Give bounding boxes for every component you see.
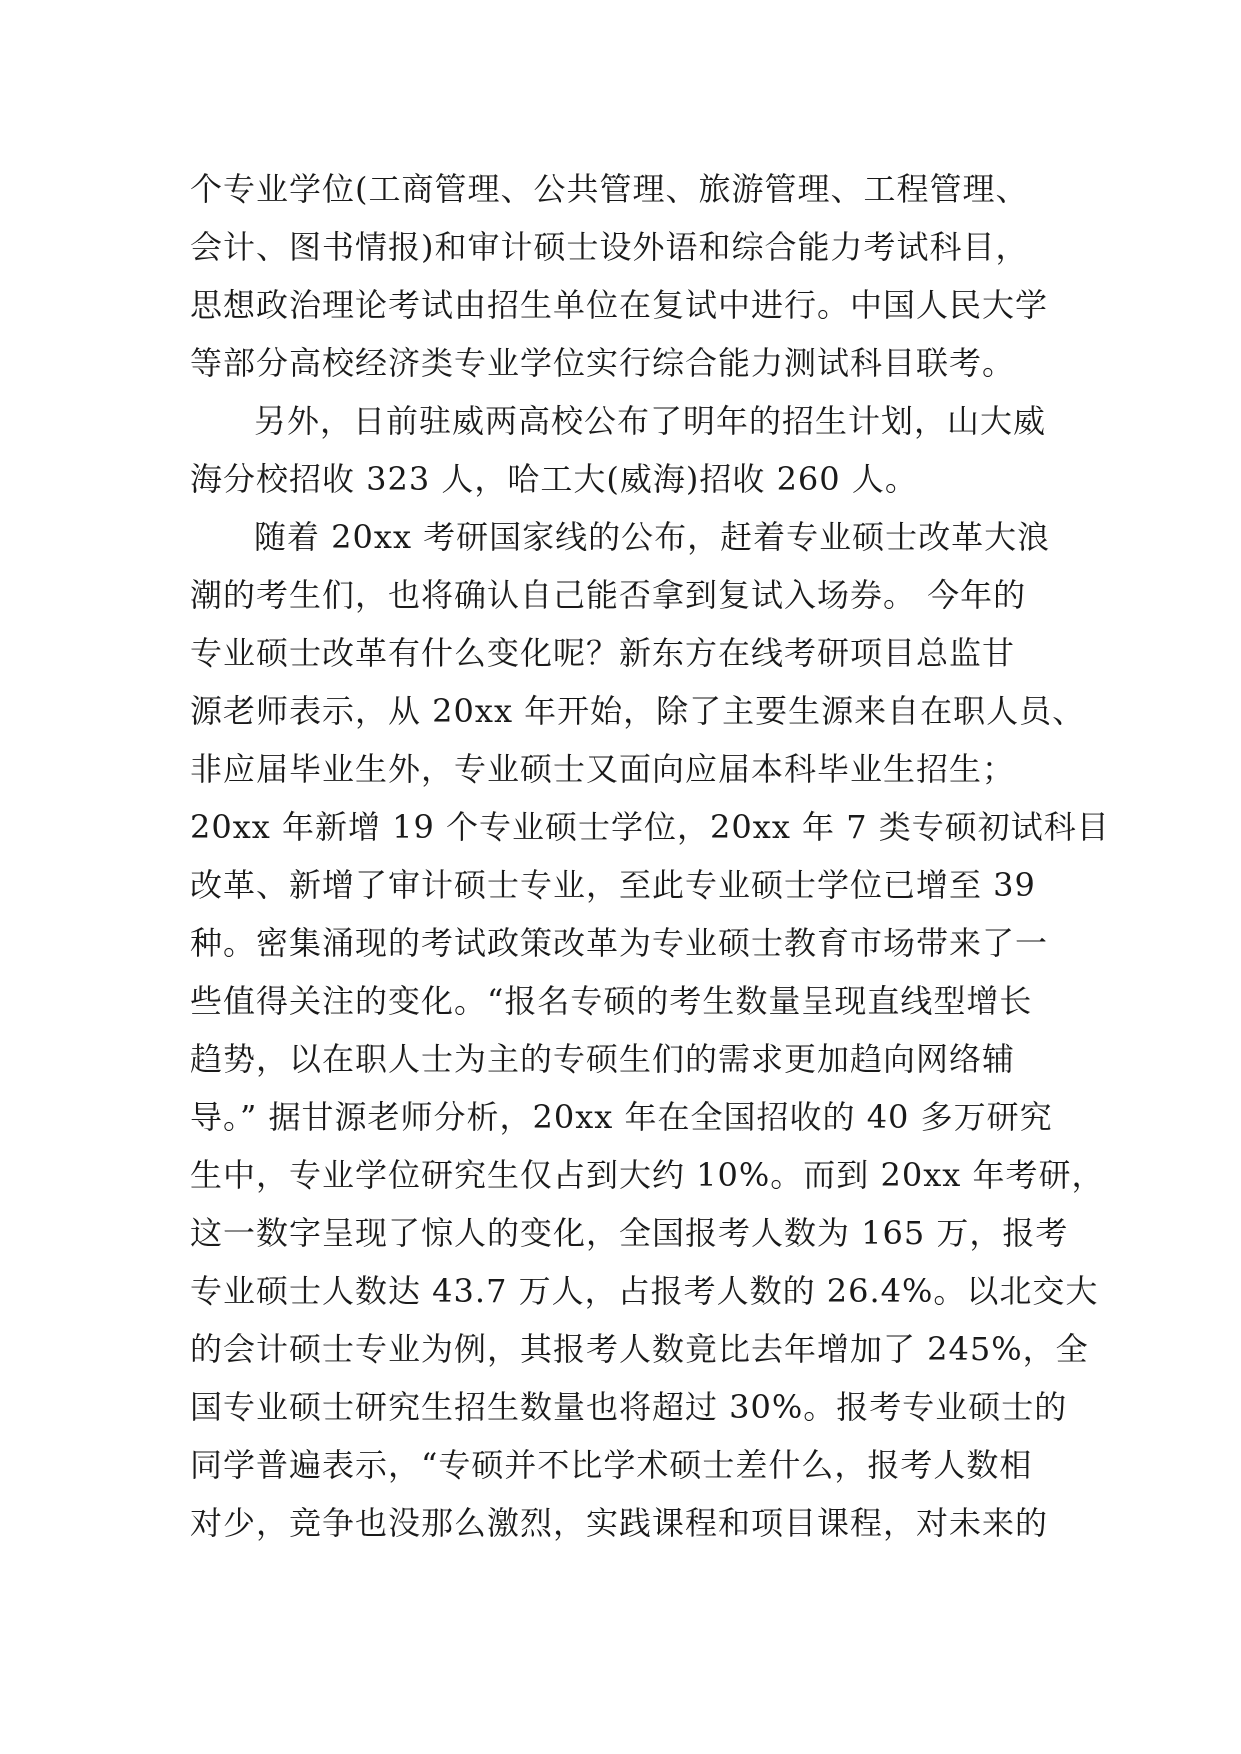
text-line: 海分校招收 323 人，哈工大(威海)招收 260 人。: [190, 460, 918, 498]
text-line: 潮的考生们，也将确认自己能否拿到复试入场券。 今年的: [190, 576, 1027, 614]
text-line: 导。” 据甘源老师分析，20xx 年在全国招收的 40 多万研究: [190, 1098, 1053, 1136]
text-line: 会计、图书情报)和审计硕士设外语和综合能力考试科目，: [190, 228, 1029, 266]
body-text: [190, 160, 1110, 1552]
text-line: 思想政治理论考试由招生单位在复试中进行。中国人民大学: [190, 286, 1049, 324]
text-line: 这一数字呈现了惊人的变化，全国报考人数为 165 万，报考: [190, 1214, 1069, 1252]
text-line: 对少，竞争也没那么激烈，实践课程和项目课程，对未来的: [190, 1504, 1049, 1542]
text-line: 生中，专业学位研究生仅占到大约 10%。而到 20xx 年考研，: [190, 1156, 1105, 1194]
text-line: 同学普遍表示，“专硕并不比学术硕士差什么，报考人数相: [190, 1446, 1033, 1484]
text-line: 的会计硕士专业为例，其报考人数竟比去年增加了 245%，全: [190, 1330, 1089, 1368]
text-line: 改革、新增了审计硕士专业，至此专业硕士学位已增至 39: [190, 866, 1036, 904]
text-line: 个专业学位(工商管理、公共管理、旅游管理、工程管理、: [190, 170, 1029, 208]
text-line: 趋势，以在职人士为主的专硕生们的需求更加趋向网络辅: [190, 1040, 1016, 1078]
paragraph-start-line: 随着 20xx 考研国家线的公布，赶着专业硕士改革大浪: [254, 518, 1051, 556]
paragraph-start-line: 另外，日前驻威两高校公布了明年的招生计划，山大威: [254, 402, 1047, 440]
text-line: 些值得关注的变化。“报名专硕的考生数量呈现直线型增长: [190, 982, 1033, 1020]
text-line: 国专业硕士研究生招生数量也将超过 30%。报考专业硕士的: [190, 1388, 1068, 1426]
text-line: 非应届毕业生外，专业硕士又面向应届本科毕业生招生；: [190, 750, 1016, 788]
text-line: 源老师表示，从 20xx 年开始，除了主要生源来自在职人员、: [190, 692, 1086, 730]
text-line: 专业硕士人数达 43.7 万人，占报考人数的 26.4%。以北交大: [190, 1272, 1099, 1310]
text-line: 种。密集涌现的考试政策改革为专业硕士教育市场带来了一: [190, 924, 1049, 962]
text-line: 等部分高校经济类专业学位实行综合能力测试科目联考。: [190, 344, 1016, 382]
text-line: 20xx 年新增 19 个专业硕士学位，20xx 年 7 类专硕初试科目: [190, 808, 1110, 846]
text-line: 专业硕士改革有什么变化呢？新东方在线考研项目总监甘: [190, 634, 1016, 672]
